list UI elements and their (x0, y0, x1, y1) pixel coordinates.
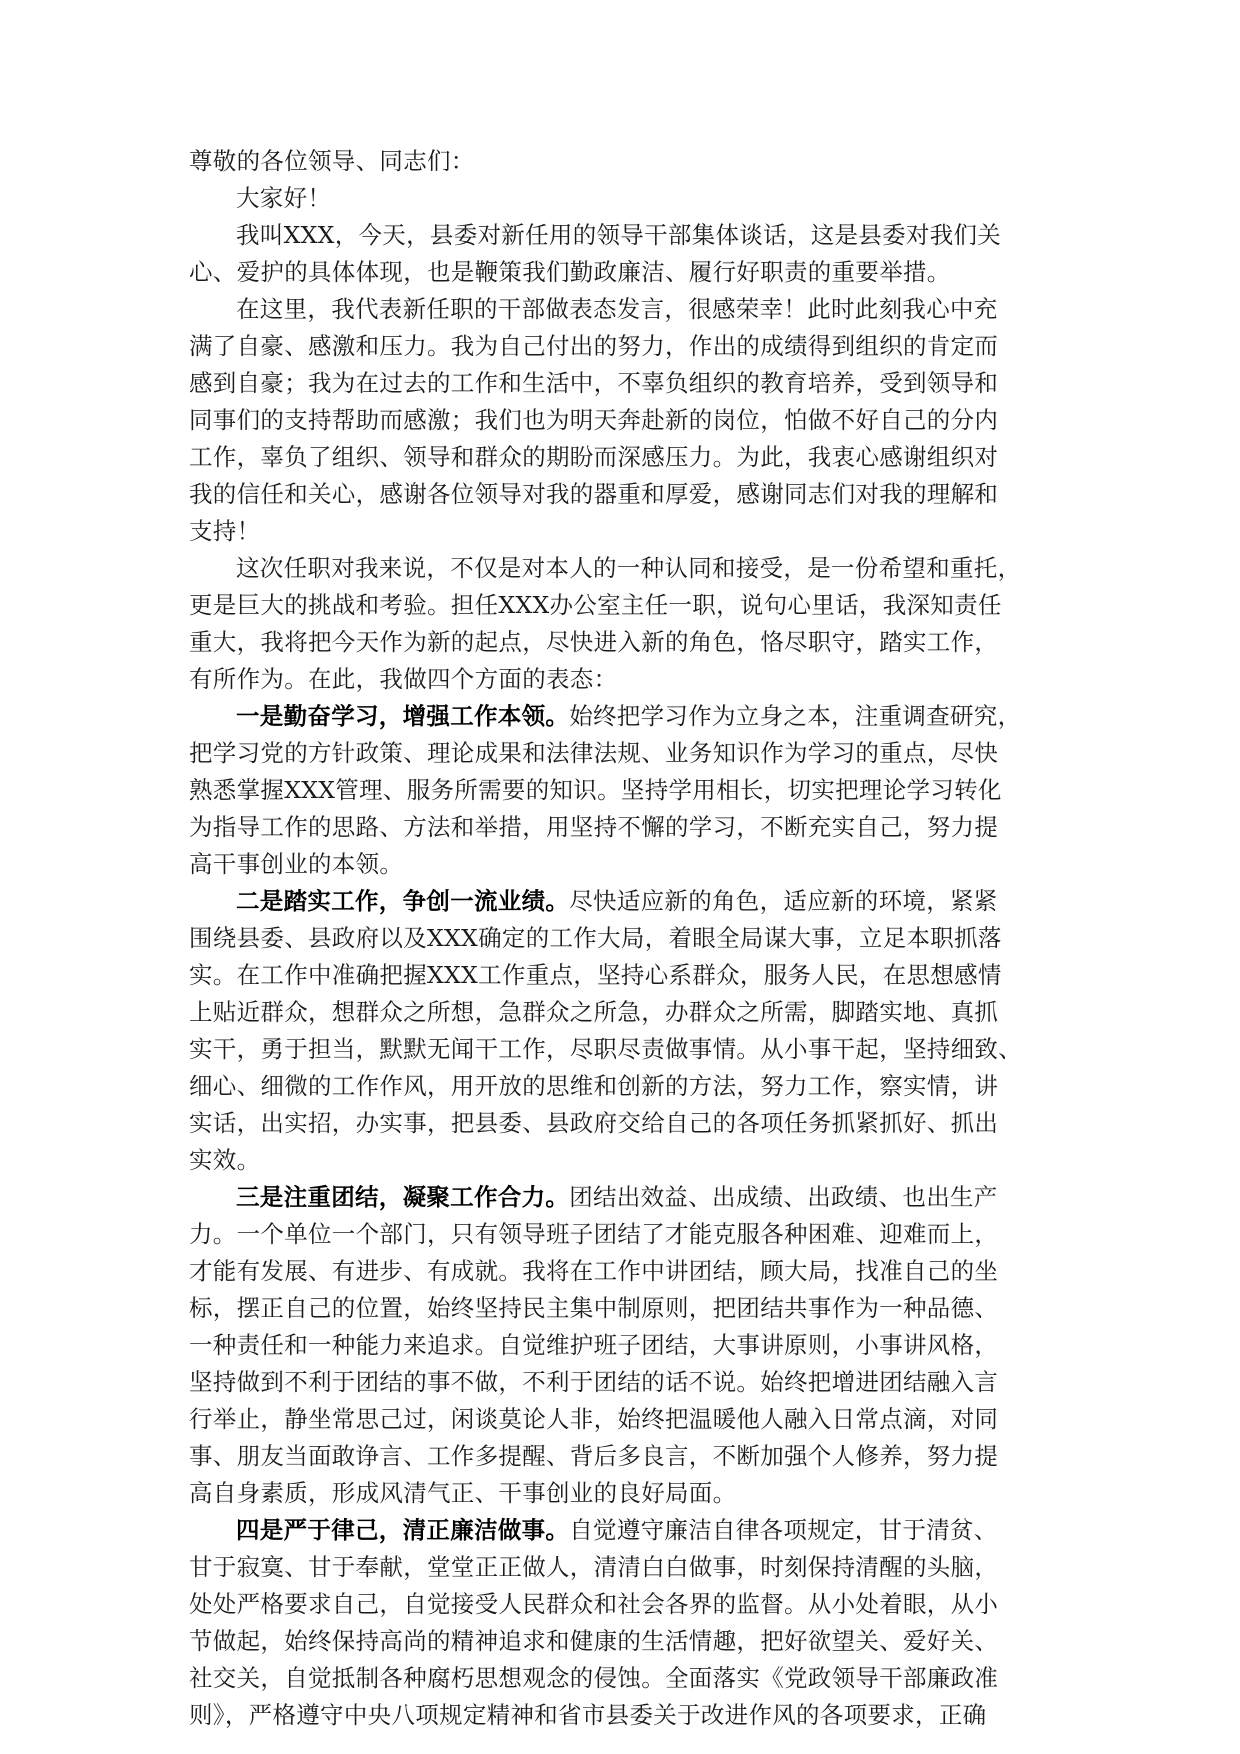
salutation: 尊敬的各位领导、同志们： (189, 147, 475, 175)
paragraph-line: 行举止，静坐常思己过，闲谈莫论人非，始终把温暖他人融入日常点滴，对同 (189, 1405, 999, 1433)
paragraph-lead: 四是严于律己，清正廉洁做事。 (236, 1516, 570, 1544)
paragraph-line: 我叫XXX，今天，县委对新任用的领导干部集体谈话，这是县委对我们关 (236, 221, 1002, 249)
paragraph-line: 则》，严格遵守中央八项规定精神和省市县委关于改进作风的各项要求，正确 (189, 1701, 987, 1729)
paragraph-line-text: 尽快适应新的角色，适应新的环境，紧紧 (569, 887, 998, 915)
paragraph-line: 社交关，自觉抵制各种腐朽思想观念的侵蚀。全面落实《党政领导干部廉政准 (189, 1664, 999, 1692)
paragraph-line (236, 698, 1021, 734)
paragraph-line-text: 自觉遵守廉洁自律各项规定，甘于清贫、 (569, 1516, 998, 1544)
paragraph-line: 实话，出实招，办实事，把县委、县政府交给自己的各项任务抓紧抓好、抓出 (189, 1109, 999, 1137)
paragraph-line: 把学习党的方针政策、理论成果和法律法规、业务知识作为学习的重点，尽快 (189, 739, 999, 767)
paragraph-line-text: 始终把学习作为立身之本，注重调查研究， (569, 702, 1022, 730)
paragraph-line: 事、朋友当面敢诤言、工作多提醒、背后多良言，不断加强个人修养，努力提 (189, 1442, 999, 1470)
paragraph-line: 支持！ (189, 517, 261, 545)
paragraph-line: 实效。 (189, 1146, 261, 1174)
paragraph-line (236, 1512, 998, 1548)
paragraph-line: 同事们的支持帮助而感激；我们也为明天奔赴新的岗位，怕做不好自己的分内 (189, 406, 999, 434)
greeting: 大家好！ (236, 184, 332, 212)
paragraph-lead: 一是勤奋学习，增强工作本领。 (236, 702, 570, 730)
paragraph-line: 更是巨大的挑战和考验。担任XXX办公室主任一职，说句心里话，我深知责任 (189, 591, 1002, 619)
paragraph-line: 甘于寂寞、甘于奉献，堂堂正正做人，清清白白做事，时刻保持清醒的头脑， (189, 1553, 999, 1581)
paragraph-line: 这次任职对我来说，不仅是对本人的一种认同和接受，是一份希望和重托， (236, 554, 1022, 582)
paragraph-line: 我的信任和关心，感谢各位领导对我的器重和厚爱，感谢同志们对我的理解和 (189, 480, 999, 508)
paragraph-line: 实。在工作中准确把握XXX工作重点，坚持心系群众，服务人民，在思想感情 (189, 961, 1002, 989)
paragraph-line-text: 团结出效益、出成绩、出政绩、也出生产 (569, 1183, 998, 1211)
paragraph-line: 围绕县委、县政府以及XXX确定的工作大局，着眼全局谋大事，立足本职抓落 (189, 924, 1002, 952)
paragraph-line: 心、爱护的具体体现，也是鞭策我们勤政廉洁、履行好职责的重要举措。 (189, 258, 951, 286)
paragraph-lead: 三是注重团结，凝聚工作合力。 (236, 1183, 570, 1211)
paragraph-line: 重大，我将把今天作为新的起点，尽快进入新的角色，恪尽职守，踏实工作， (189, 628, 999, 656)
paragraph-line: 满了自豪、感激和压力。我为自己付出的努力，作出的成绩得到组织的肯定而 (189, 332, 999, 360)
paragraph-line: 一种责任和一种能力来追求。自觉维护班子团结，大事讲原则，小事讲风格， (189, 1331, 999, 1359)
paragraph-line: 坚持做到不利于团结的事不做，不利于团结的话不说。始终把增进团结融入言 (189, 1368, 999, 1396)
paragraph-lead: 二是踏实工作，争创一流业绩。 (236, 887, 570, 915)
paragraph-line: 处处严格要求自己，自觉接受人民群众和社会各界的监督。从小处着眼，从小 (189, 1590, 999, 1618)
paragraph-line: 力。一个单位一个部门，只有领导班子团结了才能克服各种困难、迎难而上， (189, 1220, 999, 1248)
paragraph-line: 才能有发展、有进步、有成就。我将在工作中讲团结，顾大局，找准自己的坐 (189, 1257, 999, 1285)
paragraph-line: 高干事创业的本领。 (189, 850, 404, 878)
paragraph-line: 上贴近群众，想群众之所想，急群众之所急，办群众之所需，脚踏实地、真抓 (189, 998, 999, 1026)
paragraph-line: 节做起，始终保持高尚的精神追求和健康的生活情趣，把好欲望关、爱好关、 (189, 1627, 999, 1655)
paragraph-line: 有所作为。在此，我做四个方面的表态： (189, 665, 618, 693)
paragraph-line: 高自身素质，形成风清气正、干事创业的良好局面。 (189, 1479, 737, 1507)
paragraph-line: 熟悉掌握XXX管理、服务所需要的知识。坚持学用相长，切实把理论学习转化 (189, 776, 1002, 804)
paragraph-line: 在这里，我代表新任职的干部做表态发言，很感荣幸！此时此刻我心中充 (236, 295, 998, 323)
paragraph-line: 实干，勇于担当，默默无闻干工作，尽职尽责做事情。从小事干起，坚持细致、 (189, 1035, 1022, 1063)
paragraph-line: 感到自豪；我为在过去的工作和生活中，不辜负组织的教育培养，受到领导和 (189, 369, 999, 397)
paragraph-line: 为指导工作的思路、方法和举措，用坚持不懈的学习，不断充实自己，努力提 (189, 813, 999, 841)
paragraph-line: 细心、细微的工作作风，用开放的思维和创新的方法，努力工作，察实情，讲 (189, 1072, 999, 1100)
paragraph-line (236, 883, 998, 919)
paragraph-line: 标，摆正自己的位置，始终坚持民主集中制原则，把团结共事作为一种品德、 (189, 1294, 999, 1322)
paragraph-line (236, 1179, 998, 1215)
paragraph-line: 工作，辜负了组织、领导和群众的期盼而深感压力。为此，我衷心感谢组织对 (189, 443, 999, 471)
